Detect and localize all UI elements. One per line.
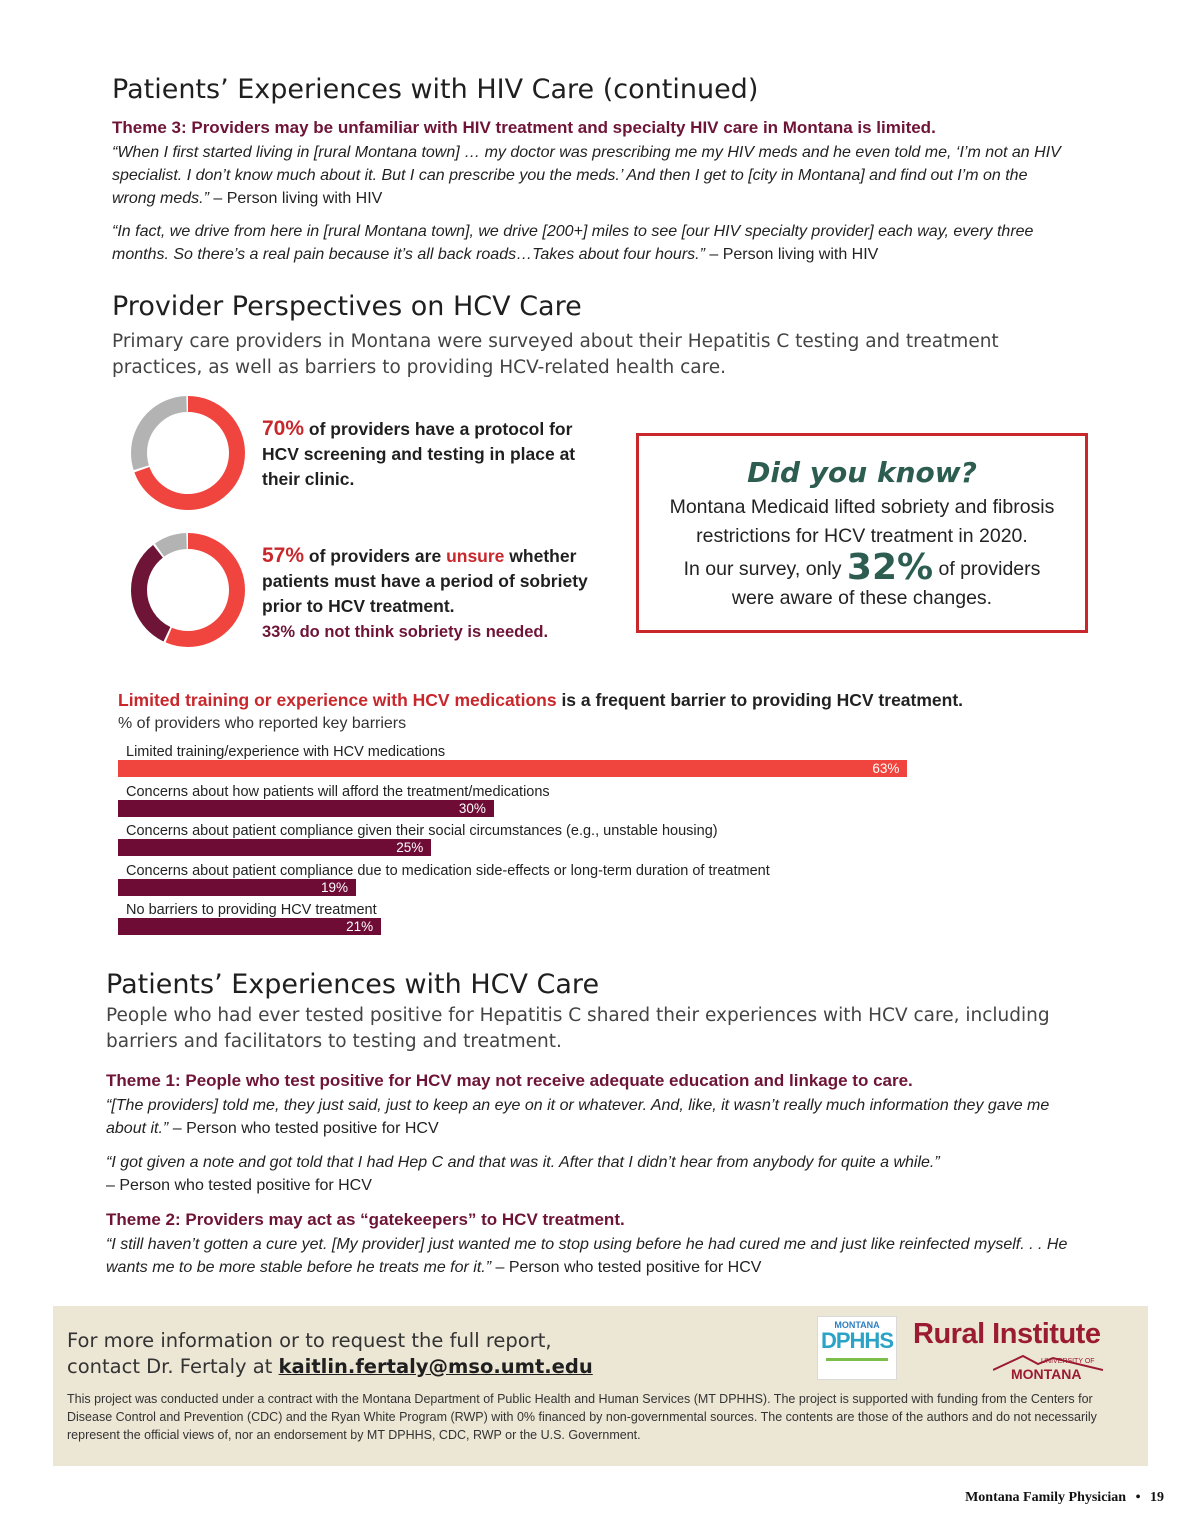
donut-chart-protocol: [130, 395, 246, 511]
hcv-quote-1-attribution: – Person who tested positive for HCV: [172, 1120, 439, 1137]
hcv-quote-1-text: “[The providers] told me, they just said, just to keep an eye on it or whatever. And, like, it wasn’t really much information they gave me about it.”: [106, 1097, 1050, 1137]
hiv-quote-1-attribution: – Person living with HIV: [213, 190, 383, 207]
stat-protocol-pct: 70%: [262, 417, 305, 440]
hiv-quote-2-text: “In fact, we drive from here in [rural Montana town], we drive [200+] miles to see [our HIV specialty provider] each way, every three months. So there’s a real pain because it’s all back roads…Takes about four hours.”: [112, 223, 1034, 263]
hcv-theme-1: Theme 1: People who test positive for HCV may not receive adequate education and linkage to care.: [106, 1071, 913, 1090]
page-footer: [965, 1490, 1164, 1506]
footer-box: [53, 1306, 1148, 1466]
hcv-quote-1: [106, 1094, 1076, 1140]
bar-label: Concerns about how patients will afford the treatment/medications: [126, 783, 550, 800]
dphhs-logo-top: MONTANA: [834, 1320, 880, 1330]
footer-disclaimer: This project was conducted under a contract with the Montana Department of Public Health and Human Services (MT DPHHS). The project is supported with funding from the Centers for Disease Control and Prevention (CDC) and the Ryan White Program (RWP) with 0% financed by non-governmental sources. The contents are those of the authors and do not necessarily represent the official views of, nor an endorsement by MT DPHHS, CDC, RWP or the U.S. Government.: [67, 1392, 1097, 1442]
hcv-theme-2: Theme 2: Providers may act as “gatekeepers” to HCV treatment.: [106, 1210, 625, 1229]
provider-section-intro: Primary care providers in Montana were surveyed about their Hepatitis C testing and treatment practices, as well as barriers to providing HCV-related health care.: [112, 331, 999, 378]
stat-sobriety-pct: 57%: [262, 544, 305, 567]
stat-sobriety-sub: 33% do not think sobriety is needed.: [262, 623, 549, 641]
stat-sobriety-text-a: of providers are: [308, 546, 442, 566]
rural-institute-logo: [913, 1318, 1101, 1382]
um-logo-big: MONTANA: [1011, 1366, 1082, 1382]
hcv-quote-2-text: “I got given a note and got told that I had Hep C and that was it. After that I didn’t hear from anybody for quite a while.”: [106, 1154, 940, 1171]
dphhs-logo: [817, 1316, 897, 1380]
hiv-quote-2-attribution: – Person living with HIV: [709, 246, 879, 263]
stat-sobriety: [262, 543, 602, 645]
did-you-know-box: [636, 433, 1088, 633]
page-number: 19: [1150, 1490, 1164, 1505]
dphhs-logo-stripe: [826, 1358, 888, 1361]
contact-email-link[interactable]: kaitlin.fertaly@mso.umt.edu: [278, 1355, 593, 1378]
did-you-know-text-2: [639, 547, 1085, 588]
barriers-subtitle: % of providers who reported key barriers: [118, 715, 407, 732]
barriers-heading-red: Limited training or experience with HCV medications: [118, 690, 557, 710]
bar: 25%: [118, 839, 431, 856]
bar-label: Concerns about patient compliance given their social circumstances (e.g., unstable housing): [126, 823, 718, 839]
hcv-quote-3: [106, 1233, 1076, 1279]
donut-chart-sobriety: [130, 532, 246, 648]
stat-protocol-text: of providers have a protocol for HCV screening and testing in place at their clinic.: [262, 419, 576, 489]
bar: 30%: [118, 800, 494, 817]
hcv-quote-2-attribution: – Person who tested positive for HCV: [106, 1177, 372, 1194]
hiv-quote-1: [112, 141, 1072, 210]
bar-label: Concerns about patient compliance due to medication side-effects or long-term duration of treatment: [126, 862, 770, 879]
stat-protocol: [262, 416, 602, 492]
bar: 63%: [118, 760, 907, 777]
hcv-quote-2: [106, 1151, 1076, 1197]
did-you-know-text-2a: In our survey, only: [683, 558, 842, 580]
hiv-section-title: Patients’ Experiences with HIV Care (continued): [112, 74, 759, 105]
did-you-know-text-3: were aware of these changes.: [731, 587, 993, 609]
did-you-know-title: Did you know?: [747, 456, 977, 489]
bar: 19%: [118, 879, 356, 896]
stat-sobriety-unsure: unsure: [446, 546, 505, 566]
hcv-section-title: Patients’ Experiences with HCV Care: [106, 969, 600, 1000]
barriers-heading-rest: is a frequent barrier to providing HCV treatment.: [561, 690, 964, 710]
bar-label: No barriers to providing HCV treatment: [126, 902, 377, 918]
um-logo-small: UNIVERSITY OF: [1041, 1358, 1095, 1365]
provider-section-title: Provider Perspectives on HCV Care: [112, 291, 582, 322]
rural-institute-logo-text: Rural Institute: [913, 1318, 1101, 1350]
did-you-know-text-1: Montana Medicaid lifted sobriety and fibrosis restrictions for HCV treatment in 2020.: [669, 496, 1055, 547]
did-you-know-text-2b: of providers: [938, 558, 1041, 580]
hiv-quote-1-text: “When I first started living in [rural Montana town] … my doctor was prescribing me my HIV meds and he even told me, ‘I’m not an HIV specialist. I don’t know much about it. But I can prescribe you the meds.’ And then I get to [city in Montana] and find out I’m on the wrong meds.”: [112, 144, 1061, 207]
hiv-theme-3: Theme 3: Providers may be unfamiliar with HIV treatment and specialty HIV care in Montana is limited.: [112, 118, 936, 137]
stat-sobriety-text-b: whether patients must have a period of sobriety prior to HCV treatment.: [262, 546, 588, 616]
hiv-quote-2: [112, 220, 1072, 266]
footer-cta-line-2: contact Dr. Fertaly at: [67, 1355, 273, 1378]
footer-cta: [67, 1328, 593, 1380]
hcv-quote-3-text: “I still haven’t gotten a cure yet. [My provider] just wanted me to stop using before he had cured me and just like reinfected myself. . . He wants me to be more stable before he treats me for it.”: [106, 1236, 1068, 1276]
did-you-know-pct: 32%: [846, 547, 934, 588]
publication-name: Montana Family Physician: [965, 1490, 1127, 1505]
barriers-bar-chart: [118, 744, 1118, 944]
barriers-heading: [118, 690, 963, 711]
bar: 21%: [118, 918, 381, 935]
dphhs-logo-main: DPHHS: [820, 1328, 893, 1353]
hcv-section-intro: People who had ever tested positive for Hepatitis C shared their experiences with HCV care, including barriers and facilitators to testing and treatment.: [106, 1005, 1050, 1052]
bar-label: Limited training/experience with HCV medications: [126, 744, 446, 760]
page-footer-bullet: •: [1135, 1490, 1141, 1505]
hcv-quote-3-attribution: – Person who tested positive for HCV: [495, 1259, 762, 1276]
footer-cta-line-1: For more information or to request the full report,: [67, 1329, 552, 1352]
